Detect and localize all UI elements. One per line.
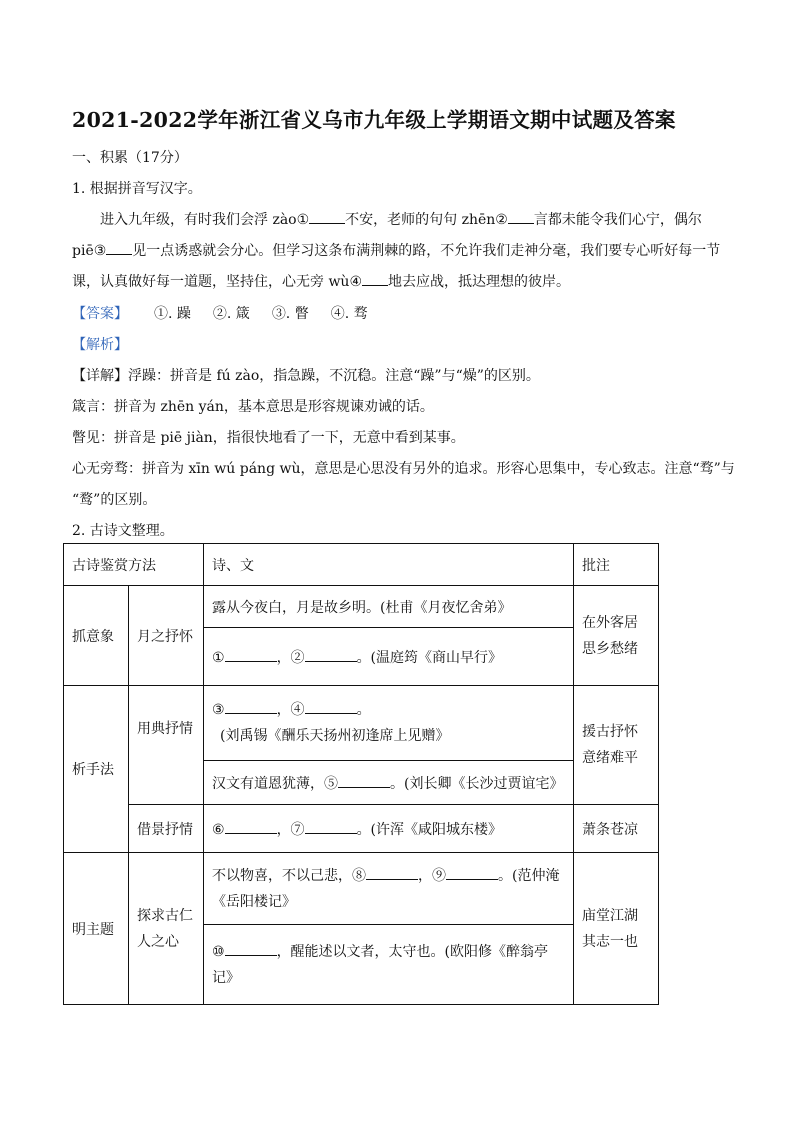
header-text: 诗、文	[204, 544, 574, 586]
header-method: 古诗鉴赏方法	[64, 544, 204, 586]
answer-blank	[225, 647, 277, 662]
answer-blank-3	[106, 240, 132, 255]
answer-item: ②. 箴	[212, 306, 250, 322]
poem-line: 露从今夜白，月是故乡明。(杜甫《月夜忆舍弟》	[204, 586, 574, 628]
method-technique: 析手法	[64, 686, 129, 853]
poem-line: ⑩ ，醒能述以文者，太守也。(欧阳修《醉翁亭 记》	[204, 925, 574, 1005]
detail-line-3: 瞥见：拼音是 piē jiàn，指很快地看了一下，无意中看到某事。	[72, 430, 465, 446]
table-header-row	[64, 544, 659, 586]
detail-line-5: “鹜”的区别。	[72, 492, 157, 508]
poem-line: ① ，② 。(温庭筠《商山早行》	[204, 628, 574, 686]
answer-blank	[338, 773, 390, 788]
answer-blank	[305, 647, 357, 662]
answer-item: ③. 瞥	[271, 306, 309, 322]
table-row	[64, 686, 659, 761]
answer-blank	[225, 819, 277, 834]
document-title: 2021-2022学年浙江省义乌市九年级上学期语文期中试题及答案	[72, 108, 676, 132]
table-row	[64, 805, 659, 853]
question-2-prompt: 2. 古诗文整理。	[72, 523, 174, 539]
method-theme: 明主题	[64, 853, 129, 1005]
answer-blank-2	[508, 209, 534, 224]
table-row	[64, 853, 659, 925]
note-cell: 在外客居 思乡愁绪	[574, 586, 659, 686]
question-1-prompt: 1. 根据拼音写汉字。	[72, 181, 202, 197]
answer-blank	[446, 865, 498, 880]
header-note: 批注	[574, 544, 659, 586]
poem-line: ③ ，④ 。 (刘禹锡《酬乐天扬州初逢席上见赠》	[204, 686, 574, 761]
question-1-paragraph-line-2: piē③ 见一点诱惑就会分心。但学习这条布满荆棘的路，不允许我们走神分毫，我们要专心听好每一节	[72, 240, 720, 260]
answer-blank	[305, 819, 357, 834]
sub-method-allusion: 用典抒情	[129, 686, 204, 805]
question-1-paragraph-line-3: 课，认真做好每一道题，坚持住，心无旁 wù④ 地去应战，抵达理想的彼岸。	[72, 271, 570, 291]
poem-line: 不以物喜，不以己悲，⑧ ，⑨ 。(范仲淹 《岳阳楼记》	[204, 853, 574, 925]
method-imagery: 抓意象	[64, 586, 129, 686]
poem-line: ⑥ ，⑦ 。(许浑《咸阳城东楼》	[204, 805, 574, 853]
answer-item: ④. 骛	[330, 306, 368, 322]
detail-line-2: 箴言：拼音为 zhēn yán，基本意思是形容规谏劝诫的话。	[72, 399, 434, 415]
answer-blank	[225, 699, 277, 714]
section-heading: 一、积累（17分）	[72, 150, 188, 166]
poem-line: 汉文有道恩犹薄，⑤ 。(刘长卿《长沙过贾谊宅》	[204, 761, 574, 805]
analysis-label: 【解析】	[72, 337, 128, 353]
question-1-paragraph-line-1: 进入九年级，有时我们会浮 zào① 不安，老师的句句 zhēn② 言都未能令我们心宁，偶尔	[100, 209, 702, 229]
answer-blank	[305, 699, 357, 714]
sub-method-moon: 月之抒怀	[129, 586, 204, 686]
answer-line	[72, 303, 390, 323]
answer-item: ①. 躁	[154, 306, 191, 322]
note-cell: 庙堂江湖 其志一也	[574, 853, 659, 1005]
answer-blank-4	[362, 271, 388, 286]
detail-line-1: 【详解】浮躁：拼音是 fú zào，指急躁，不沉稳。注意“躁”与“燥”的区别。	[72, 368, 540, 384]
answer-label: 【答案】	[72, 306, 128, 322]
detail-label: 【详解】	[72, 368, 128, 384]
note-cell: 援古抒怀 意绪难平	[574, 686, 659, 805]
sub-method-ancient-minds: 探求古仁 人之心	[129, 853, 204, 1005]
table-row	[64, 586, 659, 628]
answer-blank	[225, 941, 277, 956]
sub-method-scenery: 借景抒情	[129, 805, 204, 853]
note-cell: 萧条苍凉	[574, 805, 659, 853]
poetry-table	[63, 543, 659, 1005]
answer-blank-1	[309, 209, 345, 224]
detail-line-4: 心无旁骛：拼音为 xīn wú páng wù，意思是心思没有另外的追求。形容心思集中，专心致志。注意“骛”与	[72, 461, 735, 477]
answer-blank	[366, 865, 418, 880]
